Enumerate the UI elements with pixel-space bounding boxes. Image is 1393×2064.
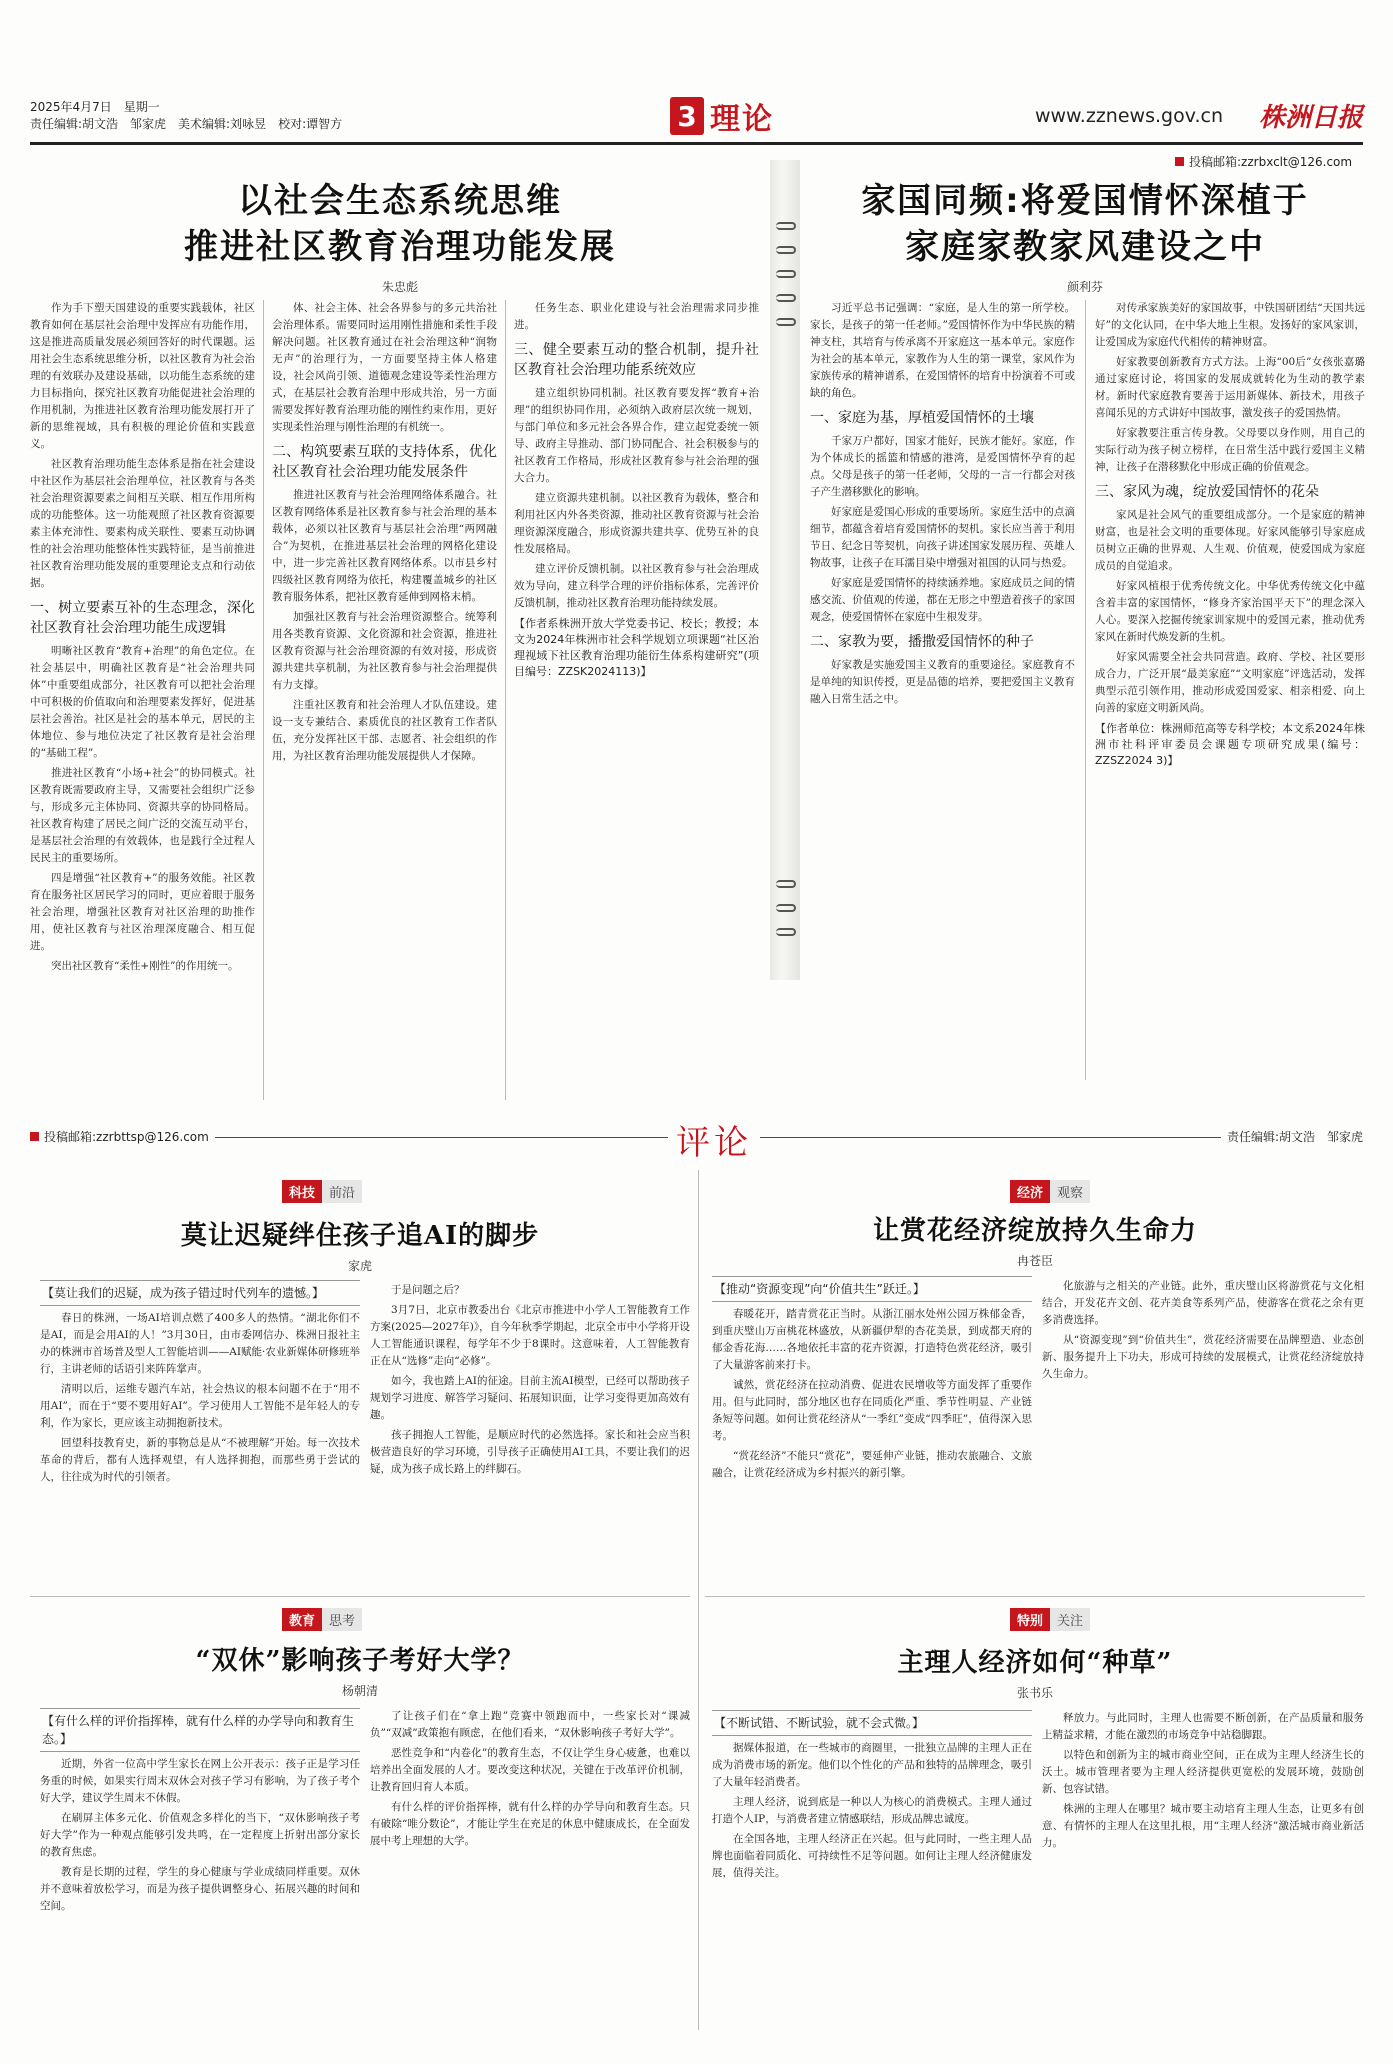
op1-column-2 (370, 1282, 690, 1590)
op2-lead: 【推动“资源变现”向“价值共生”跃迁。】 (712, 1276, 1032, 1302)
article1-subhead-1: 一、树立要素互补的生态理念，深化社区教育社会治理功能生成逻辑 (30, 600, 255, 636)
paragraph: 好家庭是爱国心形成的重要场所。家庭生活中的点滴细节，都蕴含着培育爱国情怀的契机。家长应当善于利用节日、纪念日等契机，向孩子讲述国家发展历程、英雄人物故事，让孩子在耳濡目染中增强对祖国的认同与热爱。 (810, 506, 1075, 569)
paragraph: 好家风需要全社会共同营造。政府、学校、社区要形成合力，广泛开展“最美家庭”“文明家庭”评选活动，发挥典型示范引领作用，推动形成爱国爱家、相亲相爱、向上向善的家庭文明新风尚。 (1095, 651, 1365, 714)
commentary-editor: 责任编辑:胡文浩 邹家虎 (1221, 1128, 1363, 1145)
header-rule (30, 142, 1363, 145)
article2-column-1 (810, 300, 1075, 1090)
paragraph: 对传承家族美好的家国故事，中铁国研团结“天国共远好”的文化认同，在中华大地上生根。发扬好的家风家训，让爱国成为家庭代代相传的精神财富。 (1095, 302, 1365, 348)
paragraph: 建立评价反馈机制。以社区教育参与社会治理成效为导向，建立科学合理的评价指标体系，完善评价反馈机制，推动社区教育治理功能持续发展。 (514, 563, 759, 609)
issue-date: 2025年4月7日 星期一 (30, 100, 160, 114)
op3-column-1 (40, 1756, 360, 2046)
paragraph: 四是增强“社区教育+”的服务效能。社区教育在服务社区居民学习的同时，更应着眼于服务社会治理，增强社区教育对社区治理的助推作用，使社区教育与社区治理深度融合、相互促进。 (30, 872, 255, 952)
binding-ring-icon (776, 270, 796, 278)
article2-column-2 (1095, 300, 1365, 1090)
paragraph: 3月7日，北京市教委出台《北京市推进中小学人工智能教育工作方案(2025—2027年)》，自今年秋季学期起，北京全市中小学将开设人工智能通识课程，每学年不少于8课时。这意味着，人工智能教育正在从“选修”走向“必修”。 (370, 1304, 690, 1367)
paragraph: 清明以后，运维专题汽车站，社会热议的根本问题不在于“用不用AI”，而在于“要不要用好AI”。学习使用人工智能不是年轻人的专利，作为家长，更应该主动拥抱新技术。 (40, 1383, 360, 1429)
op3-tag-secondary: 思考 (322, 1608, 362, 1631)
op4-title: 主理人经济如何“种草” (897, 1648, 1173, 1678)
op4-tag (1010, 1608, 1090, 1631)
op3-title: “双休”影响孩子考好大学？ (195, 1646, 525, 1676)
binding-ring-icon (776, 928, 796, 936)
paragraph: 春日的株洲，一场AI培训点燃了400多人的热情。“湖北你们不是AI，而是会用AI的人！”3月30日，由市委网信办、株洲日报社主办的株洲市首场普及型人工智能培训——AI赋能·农业新媒体研修班举行，主讲老师的话语引来阵阵掌声。 (40, 1312, 360, 1375)
op1-tag-primary: 科技 (282, 1180, 322, 1203)
paragraph: “赏花经济”不能只“赏花”，要延伸产业链，推动农旅融合、文旅融合，让赏花经济成为乡村振兴的新引擎。 (712, 1450, 1032, 1479)
paragraph: 于是问题之后？ (391, 1284, 465, 1296)
article2-author: 颜利芬 (1066, 280, 1103, 294)
article2-subhead-3: 三、家风为魂，绽放爱国情怀的花朵 (1095, 484, 1319, 500)
paragraph: 体、社会主体、社会各界参与的多元共治社会治理体系。需要同时运用刚性措施和柔性手段解决问题。社区教育通过在社会治理这种“润物无声”的治理行为，一方面要坚持主体人格建设，社会风尚引领、道德观念建设等柔性治理方式，在基层社会教育治理中形成共治，另一方面需要发挥好教育治理功能的刚性约束作用，更好实现柔性治理与刚性治理的有机统一。 (272, 302, 497, 433)
paragraph: 释放力。与此同时，主理人也需要不断创新，在产品质量和服务上精益求精，才能在激烈的市场竞争中站稳脚跟。 (1042, 1712, 1364, 1741)
center-divider (698, 1170, 699, 2030)
op2-tag (1010, 1180, 1090, 1203)
band-line (205, 1137, 1363, 1138)
square-bullet-icon (30, 1132, 39, 1141)
paragraph: 主理人经济，说到底是一种以人为核心的消费模式。主理人通过打造个人IP，与消费者建立情感联结，形成品牌忠诚度。 (712, 1796, 1032, 1825)
paragraph: 突出社区教育“柔性+刚性”的作用统一。 (51, 960, 239, 972)
article2-title (805, 178, 1365, 270)
paragraph: 建立资源共建机制。以社区教育为载体，整合和利用社区内外各类资源，推动社区教育资源与社会治理资源深度融合，形成资源共建共享、优势互补的良性发展格局。 (514, 492, 759, 555)
article1-author-note: 【作者系株洲开放大学党委书记、校长；教授；本文为2024年株洲市社会科学规划立项课题“社区治理视域下社区教育治理功能衍生体系构建研究”(项目编号：ZZSK2024113)】 (514, 617, 759, 678)
mailbox-right-text: 投稿邮箱:zzrbxclt@126.com (1189, 155, 1353, 169)
commentary-band (30, 1115, 1363, 1163)
column-divider (263, 300, 264, 1100)
section-divider (30, 1596, 690, 1597)
paragraph: 教育是长期的过程，学生的身心健康与学业成绩同样重要。双休并不意味着放松学习，而是为孩子提供调整身心、拓展兴趣的时间和空间。 (40, 1866, 360, 1912)
paragraph: 近期，外省一位高中学生家长在网上公开表示：孩子正是学习任务重的时候，如果实行周末双休会对孩子学习有影响，为了孩子考个好大学，建议学生周末不休假。 (40, 1758, 360, 1804)
op4-tag-primary: 特别 (1010, 1608, 1050, 1631)
op1-title: 莫让迟疑绊住孩子追AI的脚步 (180, 1221, 540, 1251)
paragraph: 回望科技教育史，新的事物总是从“不被理解”开始。每一次技术革命的背后，都有人选择观望，有人选择拥抱，而那些勇于尝试的人，往往成为时代的引领者。 (40, 1437, 360, 1483)
op2-column-2 (1042, 1278, 1364, 1586)
commentary-title: 评论 (668, 1115, 760, 1164)
paragraph: 社区教育治理功能生态体系是指在社会建设中社区作为基层社会治理单位，社区教育与各类社会治理资源要素之间相互关联、相互作用所构成的功能整体。这一功能观照了社区教育资源要素主体充沛性、要素构成关联性、要素互动协调性的社会治理功能整体性实践特征，是当前推进社区教育治理功能发展的重要理论支点和行动依据。 (30, 458, 255, 589)
section-number: 3 (670, 97, 704, 135)
op1-tag (282, 1180, 362, 1203)
column-divider (1085, 300, 1086, 1080)
page-editors: 责任编辑:胡文浩 邹家虎 美术编辑:刘咏昱 校对:谭智方 (30, 117, 343, 131)
paragraph: 好家庭是爱国情怀的持续涵养地。家庭成员之间的情感交流、价值观的传递，都在无形之中塑造着孩子的家国观念，使爱国情怀在家庭中生根发芽。 (810, 577, 1075, 623)
column-divider (505, 300, 506, 1100)
binding-ring-icon (776, 246, 796, 254)
paragraph: 推进社区教育“小场+社会”的协同模式。社区教育既需要政府主导，又需要社会组织广泛参与，形成多元主体协同、资源共享的协同格局。社区教育构建了居民之间广泛的交流互动平台，是基层社会治理的有效载体，也是践行全过程人民民主的重要场所。 (30, 767, 255, 864)
paragraph: 诚然，赏花经济在拉动消费、促进农民增收等方面发挥了重要作用。但与此同时，部分地区也存在同质化严重、季节性明显、产业链条短等问题。如何让赏花经济从“一季红”变成“四季旺”，值得深入思考。 (712, 1379, 1032, 1442)
paragraph: 好家风植根于优秀传统文化。中华优秀传统文化中蕴含着丰富的家国情怀，“修身齐家治国平天下”的理念深入人心。要深入挖掘传统家训家规中的爱国元素，推动优秀家风在新时代焕发新的生机。 (1095, 580, 1365, 643)
op3-column-2 (370, 1708, 690, 2046)
binding-ring-icon (776, 222, 796, 230)
section-title: 理论 (710, 102, 774, 137)
op2-tag-primary: 经济 (1010, 1180, 1050, 1203)
paragraph: 注重社区教育和社会治理人才队伍建设。建设一支专兼结合、素质优良的社区教育工作者队伍，充分发挥社区干部、志愿者、社会组织的作用，为社区教育治理功能发展提供人才保障。 (272, 699, 497, 762)
section-badge (670, 95, 774, 137)
article1-title (40, 178, 760, 270)
article2-title-line1: 家国同频:将爱国情怀深植于 (861, 181, 1309, 221)
op3-tag (282, 1608, 362, 1631)
paragraph: 在刷屏主体多元化、价值观念多样化的当下，“双休影响孩子考好大学”作为一种观点能够引发共鸣，在一定程度上折射出部分家长的教育焦虑。 (40, 1812, 360, 1858)
paragraph: 千家万户都好，国家才能好，民族才能好。家庭，作为个体成长的摇篮和情感的港湾，是爱国情怀孕育的起点。父母是孩子的第一任老师，父母的一言一行都会对孩子产生潜移默化的影响。 (810, 435, 1075, 498)
page-spine (770, 160, 800, 980)
op2-title: 让赏花经济绽放持久生命力 (872, 1216, 1197, 1246)
article1-column-2 (272, 300, 497, 1110)
paragraph: 作为手下塑天国建设的重要实践载体，社区教育如何在基层社会治理中发挥应有功能作用，这是推进高质量发展必须回答好的时代课题。运用社会生态系统思维分析，以社区教育为社会治理的有效联办及建设基础，以功能生态系统的建力目标指向，探究社区教育功能促进社会治理的作用机制，为推进社区教育治理功能发展打开了新的思维视域，具有积极的理论价值和实践意义。 (30, 302, 255, 450)
mailbox-band-text: 投稿邮箱:zzrbttsp@126.com (44, 1130, 209, 1144)
op1-author: 家虎 (347, 1259, 372, 1273)
binding-ring-icon (776, 318, 796, 326)
article1-title-line2: 推进社区教育治理功能发展 (184, 227, 616, 267)
op3-lead: 【有什么样的评价指挥棒，就有什么样的办学导向和教育生态。】 (40, 1708, 360, 1752)
op1-column-1 (40, 1310, 360, 1590)
article1-title-line1: 以社会生态系统思维 (238, 181, 562, 221)
paragraph: 从“资源变现”到“价值共生”，赏花经济需要在品牌塑造、业态创新、服务提升上下功夫，形成可持续的发展模式，让赏花经济绽放持久生命力。 (1042, 1334, 1364, 1380)
paragraph: 了让孩子们在“拿上跑”竞赛中领跑而中，一些家长对“课减负”“双减”政策抱有顾虑，在他们看来，“双休影响孩子考好大学”。 (370, 1710, 690, 1739)
binding-ring-icon (776, 880, 796, 888)
paragraph: 明晰社区教育“教育+治理”的角色定位。在社会基层中，明确社区教育是“社会治理共同体”中重要组成部分，社区教育可以把社会治理中可积极的价值取向和治理要素发挥好，促进基层社会善治。社区是社会的基本单元，居民的主体地位、参与地位决定了社区教育是社会治理的“基础工程”。 (30, 645, 255, 759)
square-bullet-icon (1175, 157, 1184, 166)
mailbox-right (1175, 153, 1352, 170)
article2-author-note: 【作者单位：株洲师范高等专科学校；本文系2024年株洲市社科评审委员会课题专项研究成果(编号：ZZSZ2024 3)】 (1095, 722, 1365, 767)
article2-subhead-2: 二、家教为要，播撒爱国情怀的种子 (810, 634, 1034, 650)
op3-tag-primary: 教育 (282, 1608, 322, 1631)
op4-column-2 (1042, 1710, 1364, 2046)
op2-column-1 (712, 1306, 1032, 1586)
mailbox-band (30, 1128, 215, 1145)
paragraph: 推进社区教育与社会治理网络体系融合。社区教育网络体系是社区教育参与社会治理的基本载体，必须以社区教育与基层社会治理“两网融合”为契机，在推进基层社会治理的网格化建设中，进一步完善社区教育网络体系。以市县乡村四级社区教育网络为依托，构建覆盖城乡的社区教育服务体系，把社区教育延伸到网格末梢。 (272, 489, 497, 603)
paragraph: 好家教要创新教育方式方法。上海“00后”女孩张嘉璐通过家庭讨论，将国家的发展成就转化为生动的教学素材。新时代家庭教育要善于运用新媒体、新技术，用孩子喜闻乐见的方式讲好中国故事，激发孩子的爱国热情。 (1095, 356, 1365, 419)
paragraph: 好家教是实施爱国主义教育的重要途径。家庭教育不是单纯的知识传授，更是品德的培养，要把爱国主义教育融入日常生活之中。 (810, 659, 1075, 705)
binding-ring-icon (776, 294, 796, 302)
website-url[interactable]: www.zznews.gov.cn (1034, 105, 1223, 127)
paragraph: 株洲的主理人在哪里？城市要主动培育主理人生态，让更多有创意、有情怀的主理人在这里扎根，用“主理人经济”激活城市商业新活力。 (1042, 1803, 1364, 1849)
header-meta (30, 99, 342, 133)
op3-author: 杨朝清 (341, 1684, 378, 1698)
paragraph: 以特色和创新为主的城市商业空间，正在成为主理人经济生长的沃土。城市管理者要为主理人经济提供更宽松的发展环境，鼓励创新、包容试错。 (1042, 1749, 1364, 1795)
article2-title-line2: 家庭家教家风建设之中 (905, 227, 1265, 267)
paragraph: 家风是社会风气的重要组成部分。一个是家庭的精神财富，也是社会文明的重要体现。好家风能够引导家庭成员树立正确的世界观、人生观、价值观，使爱国成为家庭成员的自觉追求。 (1095, 509, 1365, 572)
article1-subhead-2: 二、构筑要素互联的支持体系，优化社区教育社会治理功能发展条件 (272, 444, 497, 480)
op2-author: 冉苍臣 (1016, 1254, 1053, 1268)
op1-lead: 【莫让我们的迟疑，成为孩子错过时代列车的遗憾。】 (40, 1280, 360, 1306)
newspaper-logo: 株洲日报 (1258, 103, 1363, 133)
article1-subhead-3: 三、健全要素互动的整合机制，提升社区教育社会治理功能系统效应 (514, 342, 759, 378)
paragraph: 孩子拥抱人工智能，是顺应时代的必然选择。家长和社会应当积极营造良好的学习环境，引导孩子正确使用AI工具，不要让我们的迟疑，成为孩子成长路上的绊脚石。 (370, 1429, 690, 1475)
op4-tag-secondary: 关注 (1050, 1608, 1090, 1631)
op1-tag-secondary: 前沿 (322, 1180, 362, 1203)
paragraph: 在全国各地，主理人经济正在兴起。但与此同时，一些主理人品牌也面临着同质化、可持续性不足等问题。如何让主理人经济健康发展，值得关注。 (712, 1833, 1032, 1879)
paragraph: 如今，我也踏上AI的征途。目前主流AI模型，已经可以帮助孩子规划学习进度、解答学习疑问、拓展知识面，让学习变得更加高效有趣。 (370, 1375, 690, 1421)
binding-ring-icon (776, 904, 796, 912)
page-header (30, 95, 1363, 140)
op2-tag-secondary: 观察 (1050, 1180, 1090, 1203)
paragraph: 建立组织协同机制。社区教育要发挥“教育+治理”的组织协同作用，必须纳入政府层次统一规划，与部门单位和多元社会各界合作，建立起党委统一领导、政府主导推动、部门协同配合、社会积极参与的社区教育工作格局，形成社区教育参与社会治理的强大合力。 (514, 387, 759, 484)
paragraph: 化旅游与之相关的产业链。此外，重庆璧山区将游赏花与文化相结合，开发花卉文创、花卉美食等系列产品，使游客在赏花之余有更多消费选择。 (1042, 1280, 1364, 1326)
paragraph: 好家教要注重言传身教。父母要以身作则，用自己的实际行动为孩子树立榜样，在日常生活中践行爱国主义精神，让孩子在潜移默化中形成正确的价值观念。 (1095, 427, 1365, 473)
paragraph: 加强社区教育与社会治理资源整合。统筹利用各类教育资源、文化资源和社会资源，推进社区教育资源与社会治理资源的有效对接，形成资源共建共享机制，为社区教育参与社会治理提供有力支撑。 (272, 611, 497, 691)
article2-subhead-1: 一、家庭为基，厚植爱国情怀的土壤 (810, 410, 1034, 426)
paragraph: 习近平总书记强调：“家庭，是人生的第一所学校。家长，是孩子的第一任老师。”爱国情怀作为中华民族的精神支柱，其培育与传承离不开家庭这一基本单元。家庭作为社会的基本单元，家教作为人生的第一课堂，家风作为家族传承的精神谱系，在爱国情怀的培育中扮演着不可或缺的角色。 (810, 302, 1075, 399)
paragraph: 恶性竞争和“内卷化”的教育生态，不仅让学生身心疲惫，也难以培养出全面发展的人才。要改变这种状况，关键在于改革评价机制，让教育回归育人本质。 (370, 1747, 690, 1793)
paragraph: 有什么样的评价指挥棒，就有什么样的办学导向和教育生态。只有破除“唯分数论”，才能让学生在充足的休息中健康成长，在全面发展中考上理想的大学。 (370, 1801, 690, 1847)
op4-lead: 【不断试错、不断试验，就不会式微。】 (712, 1710, 1032, 1736)
article1-column-1 (30, 300, 255, 1110)
article1-column-3 (514, 300, 759, 1110)
paragraph: 据媒体报道，在一些城市的商圈里，一批独立品牌的主理人正在成为消费市场的新宠。他们以个性化的产品和独特的品牌理念，吸引了大量年轻消费者。 (712, 1742, 1032, 1788)
op4-column-1 (712, 1740, 1032, 2046)
paragraph: 任务生态、职业化建设与社会治理需求同步推进。 (514, 302, 759, 331)
paragraph: 春暖花开，踏青赏花正当时。从浙江丽水处州公园万株郁金香，到重庆璧山万亩桃花林盛放，从新疆伊犁的杏花美景，到成都天府的郁金香花海……各地依托丰富的花卉资源，打造特色赏花经济，吸引了大量游客前来打卡。 (712, 1308, 1032, 1371)
op4-author: 张书乐 (1016, 1686, 1053, 1700)
article1-author: 朱忠彪 (381, 280, 418, 294)
section-divider (705, 1596, 1365, 1597)
